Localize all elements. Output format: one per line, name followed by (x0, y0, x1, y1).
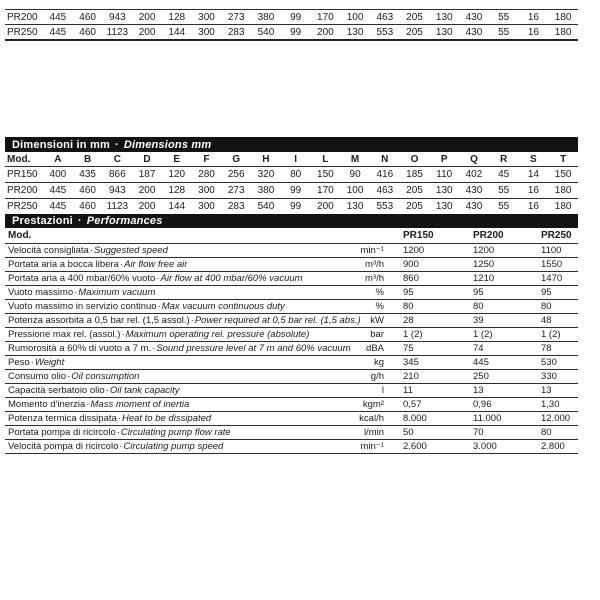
spec-value-pr200: 74 (473, 342, 541, 356)
table-row (5, 356, 578, 370)
table-row (5, 384, 578, 398)
spec-label-separator: · (121, 329, 125, 340)
spec-value-pr200: 3.000 (473, 440, 541, 454)
spec-label-separator: · (119, 259, 124, 270)
dimension-value: 205 (400, 25, 430, 41)
spec-label (5, 286, 340, 300)
table-row (5, 258, 578, 272)
dimension-value: 130 (340, 25, 370, 41)
spec-value-pr150: 345 (390, 356, 473, 370)
spec-label-it: Portata pompa di ricircolo (8, 427, 116, 438)
spec-value-pr200: 70 (473, 426, 541, 440)
spec-unit: l/min (340, 426, 390, 440)
dimension-value: 200 (317, 201, 334, 212)
spec-label (5, 426, 340, 440)
model-cell: PR150 (5, 167, 43, 183)
spec-label (5, 370, 340, 384)
spec-unit: % (340, 300, 390, 314)
dimensions-section-header (5, 137, 578, 152)
spec-label-en: Air flow at 400 mbar/60% vacuum (160, 273, 303, 284)
performances-mod-label: Mod. (5, 228, 340, 244)
spec-value-pr200: 80 (473, 300, 541, 314)
dimension-value: 170 (311, 10, 341, 25)
dimension-value: 943 (102, 10, 132, 25)
dimension-value: 273 (221, 183, 251, 199)
dimension-value: 200 (132, 183, 162, 199)
column-header: I (281, 152, 311, 167)
dimension-value: 205 (406, 201, 423, 212)
column-header: M (340, 152, 370, 167)
spec-label (5, 328, 340, 342)
dimension-value: 14 (519, 167, 549, 183)
spec-value-pr200: 1210 (473, 272, 541, 286)
dimension-value: 130 (435, 201, 453, 212)
column-header: Q (459, 152, 489, 167)
spec-label-it: Velocità pompa di ricircolo (8, 441, 119, 452)
spec-value-pr250: 12.000 (541, 412, 578, 426)
dimension-value: 110 (429, 167, 459, 183)
dimensions-table-head (5, 152, 578, 167)
spec-value-pr250: 1 (2) (541, 328, 578, 342)
spec-label-separator: · (117, 413, 121, 424)
spec-value-pr150: 860 (390, 272, 473, 286)
dimension-value: 445 (43, 183, 73, 199)
spec-label-en: Power required at 0,5 bar rel. (1,5 abs.) (194, 315, 361, 326)
dimensions-table (5, 152, 578, 214)
spec-label-en: Air flow free air (124, 259, 188, 270)
dimension-value: 150 (548, 167, 578, 183)
spec-label-en: Suggested speed (93, 245, 168, 256)
spec-value-pr250: 330 (541, 370, 578, 384)
spec-value-pr150: 50 (390, 426, 473, 440)
spec-label-separator: · (74, 287, 78, 298)
dimension-value: 283 (227, 201, 245, 212)
dimension-value: 553 (370, 25, 400, 41)
dimension-value: 435 (73, 167, 103, 183)
column-header: P (429, 152, 459, 167)
spec-value-pr250: 1550 (541, 258, 578, 272)
spec-value-pr150: 28 (390, 314, 473, 328)
spec-value-pr200: 250 (473, 370, 541, 384)
dimension-value: 320 (251, 167, 281, 183)
column-header: H (251, 152, 281, 167)
spec-value-pr200: 95 (473, 286, 541, 300)
dimension-value: 80 (281, 167, 311, 183)
dimensions-table-wrap (5, 152, 578, 214)
dimension-value: 205 (400, 10, 430, 25)
spec-value-pr150: 11 (390, 384, 473, 398)
spec-label-en: Mass moment of inertia (90, 399, 190, 410)
spec-unit: g/h (340, 370, 390, 384)
dimension-value: 280 (192, 167, 222, 183)
spec-label-it: Potenza termica dissipata (8, 413, 117, 424)
dimension-value: 460 (73, 10, 103, 25)
previous-table-fragment-table (5, 9, 578, 41)
spec-unit: kgm² (340, 398, 390, 412)
dimension-value: 180 (554, 201, 572, 212)
performances-title-separator: · (77, 215, 82, 227)
dimension-value: 1123 (102, 25, 132, 41)
table-row (5, 440, 578, 454)
dimension-value: 460 (79, 201, 96, 212)
dimension-value: 460 (73, 183, 103, 199)
dimension-value: 943 (102, 183, 132, 199)
dimension-value: 55 (498, 201, 510, 212)
performances-title-en: Performances (86, 215, 163, 227)
dimension-value: 300 (192, 183, 222, 199)
dimension-value: 170 (311, 183, 341, 199)
spec-label-separator: · (156, 273, 160, 284)
column-header: Mod. (5, 152, 43, 167)
spec-label-separator: · (119, 441, 123, 452)
dimension-value: 463 (370, 10, 400, 25)
dimension-value: 55 (489, 10, 519, 25)
spec-value-pr150: 80 (390, 300, 473, 314)
spec-unit: dBA (340, 342, 390, 356)
column-header: B (73, 152, 103, 167)
spec-label (5, 412, 340, 426)
dimension-value: 45 (489, 167, 519, 183)
dimension-value: 128 (162, 10, 192, 25)
dimension-value: 380 (251, 10, 281, 25)
dimension-value: 200 (132, 10, 162, 25)
spec-label-it: Peso (8, 357, 30, 368)
spec-unit: kcal/h (340, 412, 390, 426)
dimension-value: 100 (340, 10, 370, 25)
model-header-pr200: PR200 (473, 228, 541, 244)
dimension-value: 380 (251, 183, 281, 199)
spec-value-pr200: 445 (473, 356, 541, 370)
spec-label (5, 440, 340, 454)
spec-value-pr250: 80 (541, 426, 578, 440)
spec-unit: m³/h (340, 258, 390, 272)
spec-value-pr200: 39 (473, 314, 541, 328)
performances-table-head (5, 228, 578, 244)
dimension-value: 445 (43, 10, 73, 25)
dimension-value: 553 (376, 201, 394, 212)
dimension-value: 90 (340, 167, 370, 183)
spec-value-pr200: 13 (473, 384, 541, 398)
dimension-value: 256 (221, 167, 251, 183)
dimension-value: 180 (548, 25, 578, 41)
column-header: D (132, 152, 162, 167)
dimension-value: 185 (400, 167, 430, 183)
spec-label (5, 398, 340, 412)
dimension-value: 445 (49, 201, 67, 212)
table-row (5, 398, 578, 412)
column-header: L (311, 152, 341, 167)
spec-value-pr150: 0,57 (390, 398, 473, 412)
dimension-value: 100 (340, 183, 370, 199)
dimension-value: 430 (459, 10, 489, 25)
dimensions-table-body (5, 167, 578, 215)
spec-value-pr200: 0,96 (473, 398, 541, 412)
spec-label-it: Momento d'inerzia (8, 399, 86, 410)
spec-label (5, 356, 340, 370)
dimension-value: 1123 (106, 201, 129, 212)
spec-value-pr250: 530 (541, 356, 578, 370)
column-header: N (370, 152, 400, 167)
table-row (5, 412, 578, 426)
table-row (5, 314, 578, 328)
dimension-value: 99 (281, 183, 311, 199)
table-row (5, 10, 578, 25)
model-cell: PR200 (5, 10, 43, 25)
dimension-value: 460 (73, 25, 103, 41)
spec-value-pr250: 1100 (541, 244, 578, 258)
dimension-value: 120 (162, 167, 192, 183)
dimension-value: 99 (290, 201, 302, 212)
spec-value-pr200: 1250 (473, 258, 541, 272)
spec-label (5, 272, 340, 286)
spec-label (5, 258, 340, 272)
performances-unit-header (340, 228, 390, 244)
spec-value-pr200: 1200 (473, 244, 541, 258)
spec-value-pr150: 75 (390, 342, 473, 356)
spec-label-it: Vuoto massimo (8, 287, 74, 298)
spec-label-separator: · (152, 343, 156, 354)
previous-table-fragment-body (5, 10, 578, 41)
spec-value-pr150: 1200 (390, 244, 473, 258)
dimension-value: 187 (132, 167, 162, 183)
table-row (5, 183, 578, 199)
column-header: S (519, 152, 549, 167)
dimension-value: 300 (192, 25, 222, 41)
table-row (5, 25, 578, 41)
spec-label-separator: · (116, 427, 120, 438)
dimension-value: 130 (429, 25, 459, 41)
spec-value-pr250: 1,30 (541, 398, 578, 412)
spec-label-en: Weight (34, 357, 65, 368)
column-header: C (102, 152, 132, 167)
dimension-value: 205 (400, 183, 430, 199)
performances-table-wrap (5, 228, 578, 454)
dimension-value: 55 (489, 183, 519, 199)
spec-value-pr250: 95 (541, 286, 578, 300)
spec-unit: kW (340, 314, 390, 328)
dimension-value: 866 (102, 167, 132, 183)
dimension-value: 200 (311, 25, 341, 41)
performances-section-header (5, 214, 578, 228)
dimension-value: 128 (162, 183, 192, 199)
column-header: A (43, 152, 73, 167)
table-row (5, 328, 578, 342)
dimensions-title-separator: · (114, 138, 119, 151)
table-row (5, 300, 578, 314)
table-row (5, 370, 578, 384)
spec-label-it: Vuoto massimo in servizio continuo (8, 301, 157, 312)
dimension-value: 150 (311, 167, 341, 183)
table-row (5, 199, 578, 215)
performances-table (5, 228, 578, 454)
spec-label-it: Portata aria a 400 mbar/60% vuoto (8, 273, 156, 284)
spec-unit: m³/h (340, 272, 390, 286)
spec-unit: kg (340, 356, 390, 370)
dimension-value: 16 (519, 25, 549, 41)
model-cell: PR250 (7, 201, 38, 212)
dimension-value: 16 (527, 201, 539, 212)
table-row (5, 244, 578, 258)
spec-label-en: Maximum operating rel. pressure (absolute) (125, 329, 310, 340)
spec-value-pr250: 2.800 (541, 440, 578, 454)
dimension-value: 463 (370, 183, 400, 199)
dimension-value: 144 (168, 201, 186, 212)
dimension-value: 416 (370, 167, 400, 183)
model-cell: PR200 (5, 183, 43, 199)
spec-label-en: Sound pressure level at 7 m and 60% vacuum (156, 343, 351, 354)
spec-label-separator: · (157, 301, 161, 312)
spec-label-en: Circulating pump speed (123, 441, 224, 452)
dimension-value: 99 (281, 25, 311, 41)
dimension-value: 180 (548, 183, 578, 199)
spec-label-en: Oil tank capacity (109, 385, 180, 396)
dimension-value: 273 (221, 10, 251, 25)
spec-label-it: Potenza assorbita a 0,5 bar rel. (1,5 assol.) (8, 315, 190, 326)
spec-unit: bar (340, 328, 390, 342)
spec-label-en: Oil consumption (71, 371, 140, 382)
column-header: R (489, 152, 519, 167)
dimension-value: 540 (251, 25, 281, 41)
dimension-value: 430 (465, 201, 483, 212)
spec-label (5, 244, 340, 258)
column-header: O (400, 152, 430, 167)
dimension-value: 430 (459, 183, 489, 199)
spec-label-separator: · (89, 245, 93, 256)
dimension-value: 200 (138, 201, 156, 212)
dimension-value: 130 (429, 183, 459, 199)
dimension-value: 283 (221, 25, 251, 41)
spec-label-separator: · (86, 399, 90, 410)
dimension-value: 130 (346, 201, 364, 212)
model-cell: PR250 (5, 25, 43, 41)
spec-value-pr250: 1470 (541, 272, 578, 286)
spec-label-it: Capacità serbatoio olio (8, 385, 105, 396)
spec-label-it: Velocità consigliata (8, 245, 89, 256)
spec-label (5, 314, 361, 328)
spec-value-pr150: 210 (390, 370, 473, 384)
spec-value-pr200: 11.000 (473, 412, 541, 426)
performances-table-body (5, 244, 578, 454)
spec-unit: l (340, 384, 390, 398)
dimension-value: 300 (192, 10, 222, 25)
spec-value-pr250: 13 (541, 384, 578, 398)
dimension-value: 16 (519, 10, 549, 25)
spec-unit: min⁻¹ (340, 244, 390, 258)
spec-label-separator: · (190, 315, 194, 326)
model-header-pr250: PR250 (541, 228, 578, 244)
dimension-value: 400 (43, 167, 73, 183)
dimension-value: 99 (281, 10, 311, 25)
spec-value-pr250: 78 (541, 342, 578, 356)
spec-value-pr150: 2.600 (390, 440, 473, 454)
spec-label (5, 384, 340, 398)
dimension-value: 540 (257, 201, 275, 212)
spec-unit: min⁻¹ (340, 440, 390, 454)
spec-value-pr150: 1 (2) (390, 328, 473, 342)
spec-label-separator: · (67, 371, 71, 382)
spec-value-pr150: 95 (390, 286, 473, 300)
dimension-value: 402 (459, 167, 489, 183)
dimensions-title-en: Dimensions mm (123, 138, 212, 151)
spec-label-en: Circulating pump flow rate (120, 427, 231, 438)
spec-label-separator: · (105, 385, 109, 396)
table-row (5, 167, 578, 183)
spec-label-en: Max vacuum continuous duty (161, 301, 285, 312)
dimension-value: 130 (429, 10, 459, 25)
dimension-value: 16 (519, 183, 549, 199)
table-row (5, 426, 578, 440)
spec-value-pr250: 80 (541, 300, 578, 314)
spec-label-en: Maximum vacuum (78, 287, 156, 298)
dimension-value: 445 (43, 25, 73, 41)
dimension-value: 200 (132, 25, 162, 41)
table-row (5, 342, 578, 356)
spec-label-separator: · (30, 357, 34, 368)
table-row (5, 272, 578, 286)
spec-label-it: Portata aria a bocca libera (8, 259, 119, 270)
performances-title-it: Prestazioni (12, 215, 73, 227)
column-header: G (221, 152, 251, 167)
spec-label-it: Pressione max rel. (assol.) (8, 329, 121, 340)
spec-value-pr250: 48 (541, 314, 578, 328)
dimension-value: 144 (162, 25, 192, 41)
spec-label-it: Consumo olio (8, 371, 67, 382)
spec-label (5, 300, 340, 314)
dimensions-title-it: Dimensioni in mm (12, 138, 110, 151)
dimension-value: 55 (489, 25, 519, 41)
spec-unit: % (340, 286, 390, 300)
model-header-pr150: PR150 (390, 228, 473, 244)
performances-header-row (5, 228, 578, 244)
spec-value-pr150: 8.000 (390, 412, 473, 426)
column-header: F (192, 152, 222, 167)
spec-label (5, 342, 351, 356)
table-row (5, 286, 578, 300)
column-header: T (548, 152, 578, 167)
dimensions-column-header-row (5, 152, 578, 167)
dimension-value: 300 (198, 201, 215, 212)
column-header: E (162, 152, 192, 167)
dimension-value: 430 (459, 25, 489, 41)
spec-label-it: Rumorosità a 60% di vuoto a 7 m. (8, 343, 152, 354)
spec-label-en: Heat to be dissipated (121, 413, 212, 424)
spec-value-pr150: 900 (390, 258, 473, 272)
spec-value-pr200: 1 (2) (473, 328, 541, 342)
dimension-value: 180 (548, 10, 578, 25)
previous-table-fragment (5, 9, 578, 41)
